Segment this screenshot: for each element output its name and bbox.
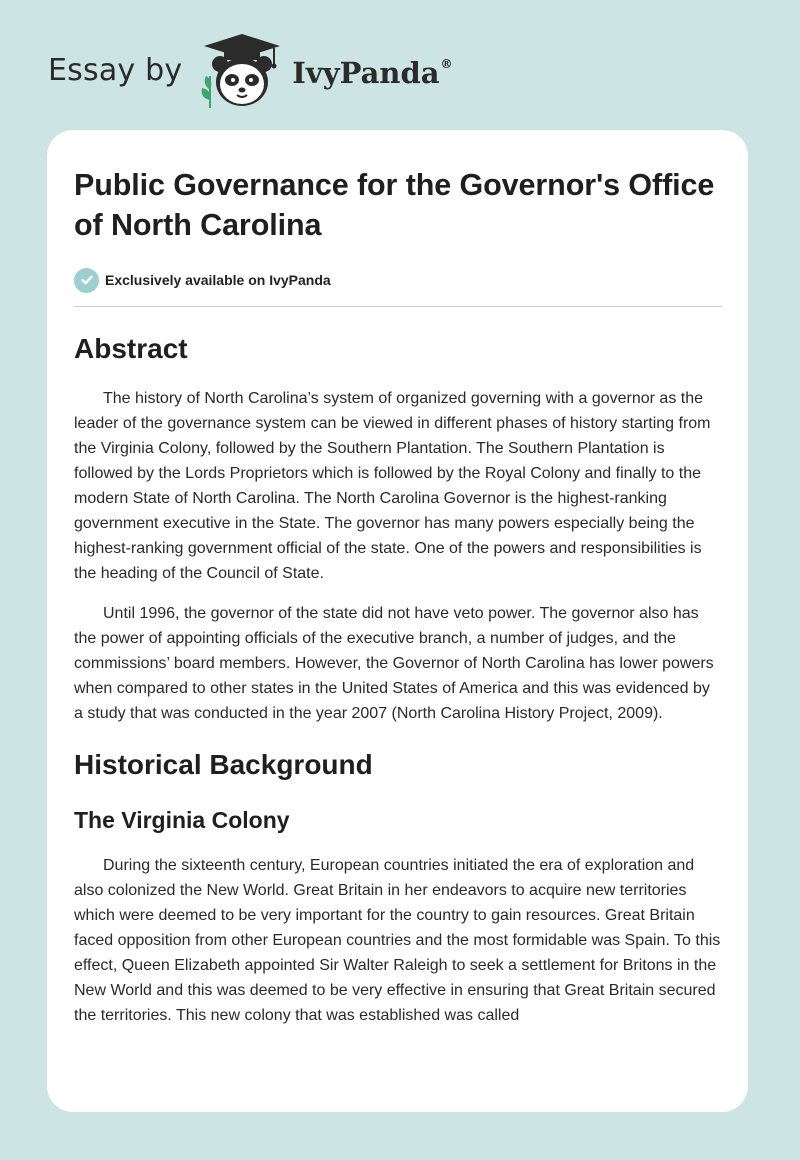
title-divider — [74, 306, 722, 307]
exclusive-label: Exclusively available on IvyPanda — [105, 272, 331, 288]
paragraph: During the sixteenth century, European countries initiated the era of exploration and also colonized the New World. Great Britain in her endeavors to acquire new territories which were deemed to be very important for the country to gain resources. Great Britain faced opposition from other European countries and the most formidable was Spain. To this effect, Queen Elizabeth appointed Sir Walter Raleigh to seek a settlement for Britons in the New World and this was deemed to be very effective in ensuring that Great Britain secured the territories. This new colony that was established was called — [74, 857, 721, 1024]
panda-logo-icon[interactable] — [196, 30, 288, 110]
section-heading-historical-background: Historical Background — [74, 749, 373, 780]
check-icon — [74, 268, 99, 293]
brand-name[interactable] — [292, 56, 452, 90]
paragraph: The history of North Carolina’s system of organized governing with a governor as the leader of the governance system can be viewed in different phases of history starting from the Virginia Colony, followed by the Southern Plantation. The Southern Plantation is followed by the Lords Proprietors which is followed by the Royal Colony and finally to the modern State of North Carolina. The North Carolina Governor is the highest-ranking government executive in the State. The governor has many powers especially being the highest-ranking government official of the state. One of the powers and responsibilities is the heading of the Council of State. — [74, 390, 711, 582]
section-heading-abstract: Abstract — [74, 333, 188, 364]
brand-text: IvyPanda — [292, 56, 440, 90]
site-header — [48, 30, 453, 110]
registered-mark: ® — [440, 57, 453, 72]
essay-title: Public Governance for the Governor's Office of North Carolina — [74, 168, 715, 242]
paragraph: Until 1996, the governor of the state did not have veto power. The governor also has the power of appointing officials of the executive branch, a number of judges, and the commissions’ board members. However, the Governor of North Carolina has lower powers when compared to other states in the United States of America and this was evidenced by a study that was conducted in the year 2007 (North Carolina History Project, 2009). — [74, 605, 714, 722]
essay-card — [47, 130, 748, 1112]
essay-by-label: Essay by — [48, 52, 183, 88]
exclusive-badge — [74, 266, 722, 294]
subheading-virginia-colony: The Virginia Colony — [74, 807, 290, 833]
